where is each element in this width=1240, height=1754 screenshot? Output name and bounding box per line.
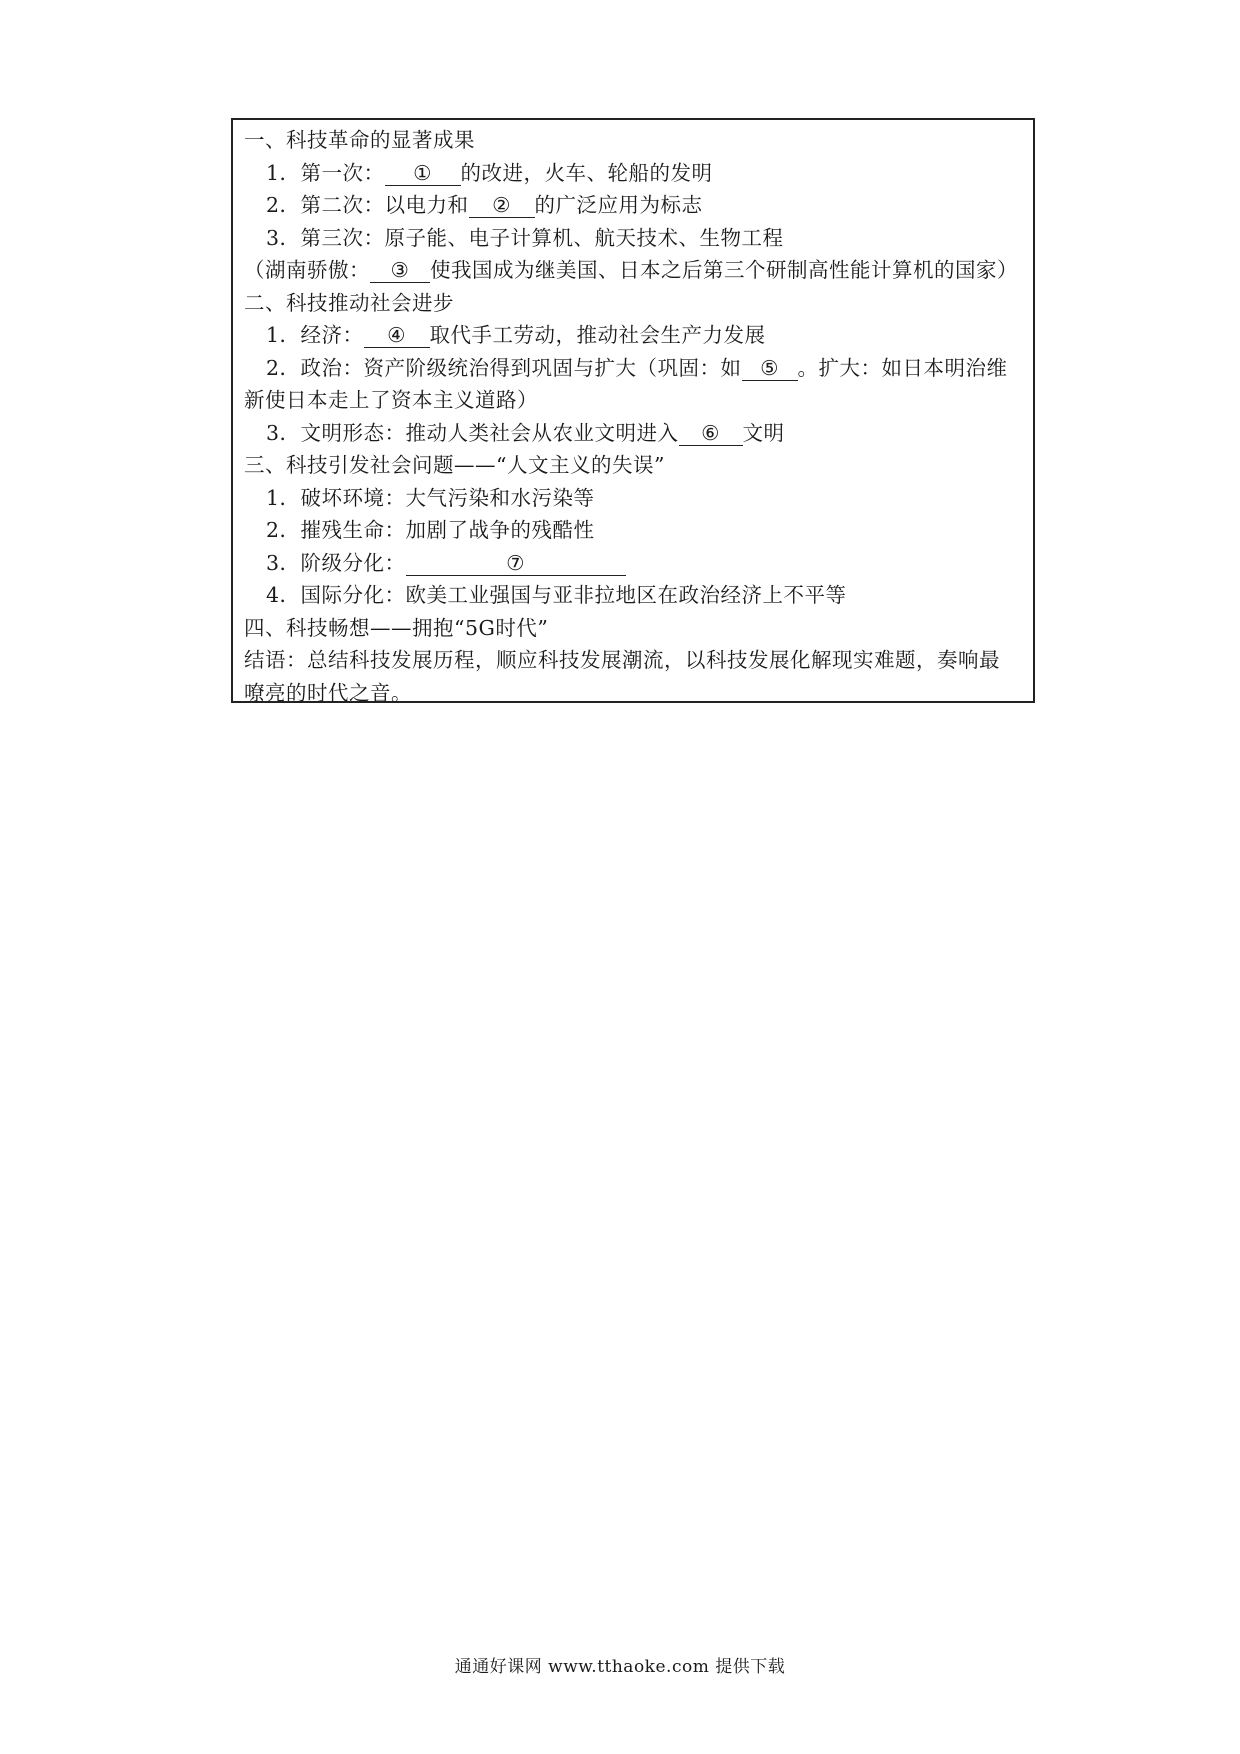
outline-item-8: 2．摧残生命：加剧了战争的残酷性 xyxy=(266,518,595,542)
item-1-prefix: 1．第一次： xyxy=(266,160,385,185)
item-9-prefix: 3．阶级分化： xyxy=(266,550,406,575)
item-4-suffix: 取代手工劳动，推动社会生产力发展 xyxy=(429,323,766,347)
section-1-title: 一、科技革命的显著成果 xyxy=(244,128,475,152)
footer-text: 通通好课网 www.tthaoke.com 提供下载 xyxy=(454,1657,786,1677)
section-2-title: 二、科技推动社会进步 xyxy=(244,290,454,315)
outline-item-7: 1．破坏环境：大气污染和水污染等 xyxy=(266,485,595,510)
hunan-note-prefix: （湖南骄傲： xyxy=(244,258,370,282)
conclusion-line-1: 结语：总结科技发展历程，顺应科技发展潮流，以科技发展化解现实难题，奏响最 xyxy=(244,648,1000,672)
blank-2: ② xyxy=(469,193,535,218)
blank-3: ③ xyxy=(370,258,430,283)
outline-item-2 xyxy=(244,189,1023,222)
outline-box xyxy=(231,118,1035,703)
blank-6: ⑥ xyxy=(679,421,743,446)
item-4-prefix: 1．经济： xyxy=(266,323,364,347)
outline-item-5 xyxy=(244,352,1023,385)
outline-item-10: 4．国际分化：欧美工业强国与亚非拉地区在政治经济上不平等 xyxy=(266,583,847,607)
item-2-prefix: 2．第二次：以电力和 xyxy=(266,193,469,217)
outline-item-6 xyxy=(244,417,1023,450)
item-5-prefix: 2．政治：资产阶级统治得到巩固与扩大（巩固：如 xyxy=(266,355,742,380)
item-5-suffix: 。扩大：如日本明治维 xyxy=(797,355,1008,380)
hunan-note xyxy=(244,254,1023,287)
section-3-title: 三、科技引发社会问题——“人文主义的失误” xyxy=(244,453,665,477)
outline-item-9 xyxy=(244,547,1023,580)
item-1-suffix: 的改进，火车、轮船的发明 xyxy=(460,160,713,185)
section-4-title: 四、科技畅想——拥抱“5G时代” xyxy=(244,615,549,640)
outline-item-4 xyxy=(244,319,1023,352)
outline-item-3: 3．第三次：原子能、电子计算机、航天技术、生物工程 xyxy=(266,225,784,250)
outline-item-1 xyxy=(244,157,1023,190)
item-6-prefix: 3．文明形态：推动人类社会从农业文明进入 xyxy=(266,420,679,445)
blank-5: ⑤ xyxy=(742,356,798,381)
item-6-suffix: 文明 xyxy=(742,420,785,445)
hunan-note-suffix: 使我国成为继美国、日本之后第三个研制高性能计算机的国家） xyxy=(430,258,1018,282)
blank-4: ④ xyxy=(364,323,430,348)
item-2-suffix: 的广泛应用为标志 xyxy=(534,193,703,217)
blank-7: ⑦ xyxy=(406,551,626,576)
conclusion-line-2: 嘹亮的时代之音。 xyxy=(244,680,412,705)
outline-item-5-continued: 新使日本走上了资本主义道路） xyxy=(244,388,538,412)
blank-1: ① xyxy=(385,161,461,186)
